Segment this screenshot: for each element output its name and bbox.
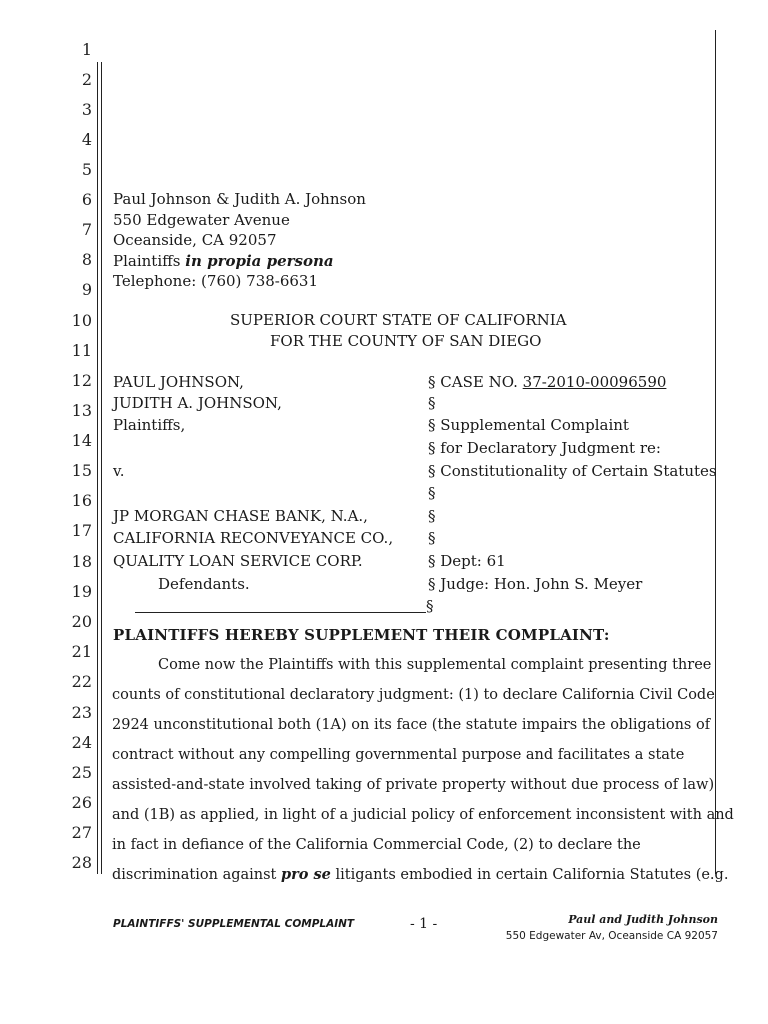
filer-status <box>113 252 334 270</box>
section-symbol: § <box>428 507 436 525</box>
filer-name: Paul Johnson & Judith A. Johnson <box>113 190 366 208</box>
body-line-4: contract without any compelling governmental purpose and facilitates a state <box>112 747 685 763</box>
section-symbol: § <box>428 529 436 547</box>
in-propia-persona: in propia persona <box>185 252 334 270</box>
line-number: 16 <box>71 491 92 510</box>
left-margin-rule-inner <box>101 62 102 874</box>
caption-defendant-2: CALIFORNIA RECONVEYANCE CO., <box>113 529 394 547</box>
court-title-line1: SUPERIOR COURT STATE OF CALIFORNIA <box>230 311 567 329</box>
body-line-8-post: litigants embodied in certain California Statutes (e.g. <box>330 867 729 883</box>
body-line-2: counts of constitutional declaratory judgment: (1) to declare California Civil Code <box>112 687 715 703</box>
filer-telephone: Telephone: (760) 738-6631 <box>113 272 319 290</box>
caption-plaintiff-2: JUDITH A. JOHNSON, <box>113 394 282 412</box>
caption-judge: § Judge: Hon. John S. Meyer <box>428 575 643 593</box>
line-number: 4 <box>81 130 92 149</box>
body-line-8-pre: discrimination against <box>112 867 281 883</box>
line-number: 1 <box>81 40 92 59</box>
line-number: 23 <box>71 703 92 722</box>
caption-underline <box>135 612 426 613</box>
court-title-line2: FOR THE COUNTY OF SAN DIEGO <box>270 332 542 350</box>
line-number: 28 <box>71 853 92 872</box>
body-line-1: Come now the Plaintiffs with this supplemental complaint presenting three <box>158 657 712 673</box>
footer-document-title: PLAINTIFFS' SUPPLEMENTAL COMPLAINT <box>113 918 355 930</box>
line-number: 26 <box>71 793 92 812</box>
filer-street: 550 Edgewater Avenue <box>113 211 290 229</box>
footer-page-number: - 1 - <box>410 916 438 932</box>
caption-defendants-label: Defendants. <box>158 575 250 593</box>
line-number: 21 <box>71 642 92 661</box>
caption-title-3: § Constitutionality of Certain Statutes <box>428 462 717 480</box>
caption-defendant-3: QUALITY LOAN SERVICE CORP. <box>113 552 363 570</box>
supplement-heading: PLAINTIFFS HEREBY SUPPLEMENT THEIR COMPLAINT: <box>113 626 610 644</box>
line-number: 14 <box>71 431 92 450</box>
caption-title-2: § for Declaratory Judgment re: <box>428 439 661 457</box>
line-number: 5 <box>81 160 92 179</box>
line-number: 25 <box>71 763 92 782</box>
caption-plaintiffs-label: Plaintiffs, <box>113 416 186 434</box>
line-number: 17 <box>71 521 92 540</box>
caption-plaintiff-1: PAUL JOHNSON, <box>113 373 244 391</box>
line-number: 20 <box>71 612 92 631</box>
line-number: 7 <box>81 220 92 239</box>
pro-se-emphasis: pro se <box>281 866 331 883</box>
line-number: 11 <box>71 341 92 360</box>
body-line-7: in fact in defiance of the California Commercial Code, (2) to declare the <box>112 837 641 853</box>
line-number: 10 <box>71 311 92 330</box>
line-number: 12 <box>71 371 92 390</box>
line-number: 18 <box>71 552 92 571</box>
line-number: 8 <box>81 250 92 269</box>
filer-city: Oceanside, CA 92057 <box>113 231 277 249</box>
body-line-6: and (1B) as applied, in light of a judicial policy of enforcement inconsistent with and <box>112 807 734 823</box>
plaintiffs-word: Plaintiffs <box>113 252 186 270</box>
line-number: 2 <box>81 70 92 89</box>
left-margin-rule-outer <box>97 62 98 874</box>
section-symbol: § <box>428 394 436 412</box>
caption-title-1: § Supplemental Complaint <box>428 416 629 434</box>
body-line-3: 2924 unconstitutional both (1A) on its face (the statute impairs the obligations of <box>112 717 711 733</box>
caption-defendant-1: JP MORGAN CHASE BANK, N.A., <box>113 507 368 525</box>
footer-party-names: Paul and Judith Johnson <box>568 913 718 926</box>
section-symbol: § <box>428 484 436 502</box>
line-number: 24 <box>71 733 92 752</box>
body-line-5: assisted-and-state involved taking of private property without due process of law) <box>112 777 715 793</box>
footer-address: 550 Edgewater Av, Oceanside CA 92057 <box>505 930 718 942</box>
line-number: 27 <box>71 823 92 842</box>
right-margin-rule <box>715 30 716 874</box>
line-number: 3 <box>81 100 92 119</box>
line-number: 6 <box>81 190 92 209</box>
case-number: 37-2010-00096590 <box>522 373 667 391</box>
case-number-line <box>428 373 666 391</box>
line-number: 15 <box>71 461 92 480</box>
caption-dept: § Dept: 61 <box>428 552 506 570</box>
body-line-8 <box>112 866 728 884</box>
line-number: 13 <box>71 401 92 420</box>
section-symbol: § <box>426 597 434 615</box>
line-number: 9 <box>81 280 92 299</box>
line-number: 19 <box>71 582 92 601</box>
line-number: 22 <box>71 672 92 691</box>
caption-versus: v. <box>113 462 125 480</box>
case-number-prefix: § CASE NO. <box>428 373 523 391</box>
